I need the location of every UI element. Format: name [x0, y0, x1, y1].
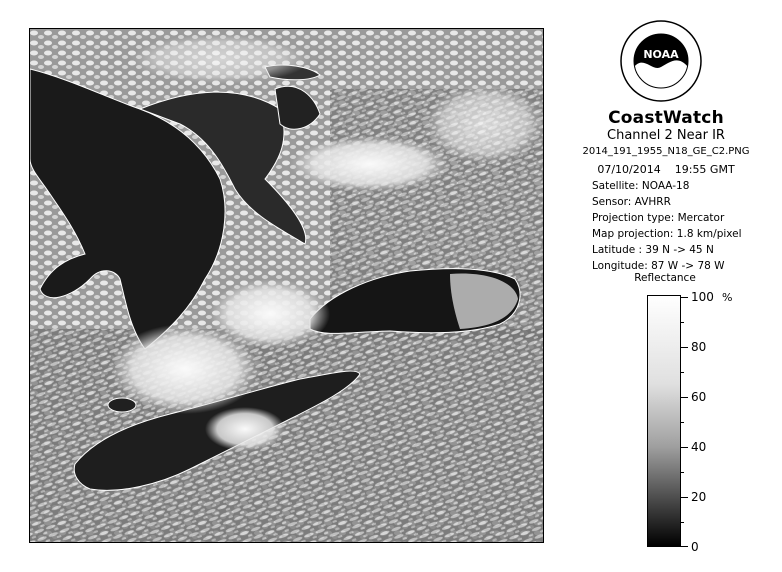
tick-label-100: 100: [691, 290, 714, 304]
projection-type: Projection type: Mercator: [592, 212, 725, 224]
cloud-mass-mid: [210, 279, 330, 349]
tick-40: [680, 447, 688, 448]
map-projection: Map projection: 1.8 km/pixel: [592, 228, 742, 240]
page-title: CoastWatch: [608, 108, 724, 128]
satellite-info: Satellite: NOAA-18: [592, 180, 690, 192]
latitude-range: Latitude : 39 N -> 45 N: [592, 244, 714, 256]
cloud-mass-huron: [290, 136, 450, 192]
cloud-mass-north: [130, 34, 310, 84]
cloud-mass-east: [425, 84, 544, 164]
tick-label-20: 20: [691, 490, 707, 504]
cloud-streets-south: [30, 329, 544, 543]
tick-minor: [680, 522, 684, 523]
longitude-range: Longitude: 87 W -> 78 W: [592, 260, 725, 272]
tick-80: [680, 347, 688, 348]
reflectance-colorbar: [647, 295, 681, 547]
channel-label: Channel 2 Near IR: [607, 128, 725, 143]
satellite-image: [29, 28, 544, 543]
noaa-logo-text: NOAA: [643, 48, 679, 61]
noaa-logo: [620, 20, 702, 102]
time: 19:55 GMT: [674, 163, 735, 176]
tick-minor: [680, 472, 684, 473]
date-time: [566, 163, 766, 176]
filename: 2014_191_1955_N18_GE_C2.PNG: [582, 146, 750, 157]
sensor-info: Sensor: AVHRR: [592, 196, 671, 208]
tick-20: [680, 497, 688, 498]
tick-minor: [680, 322, 684, 323]
tick-100: [680, 297, 688, 298]
legend-unit: %: [722, 291, 733, 304]
tick-label-80: 80: [691, 340, 707, 354]
date: 07/10/2014: [597, 163, 661, 176]
tick-label-40: 40: [691, 440, 707, 454]
tick-minor: [680, 372, 684, 373]
tick-minor: [680, 422, 684, 423]
tick-label-60: 60: [691, 390, 707, 404]
great-lakes-map: [30, 29, 544, 543]
cloud-mass-erie: [205, 407, 285, 451]
tick-60: [680, 397, 688, 398]
tick-label-0: 0: [691, 540, 699, 554]
legend-title: Reflectance: [634, 272, 696, 284]
tick-0: [680, 546, 688, 547]
